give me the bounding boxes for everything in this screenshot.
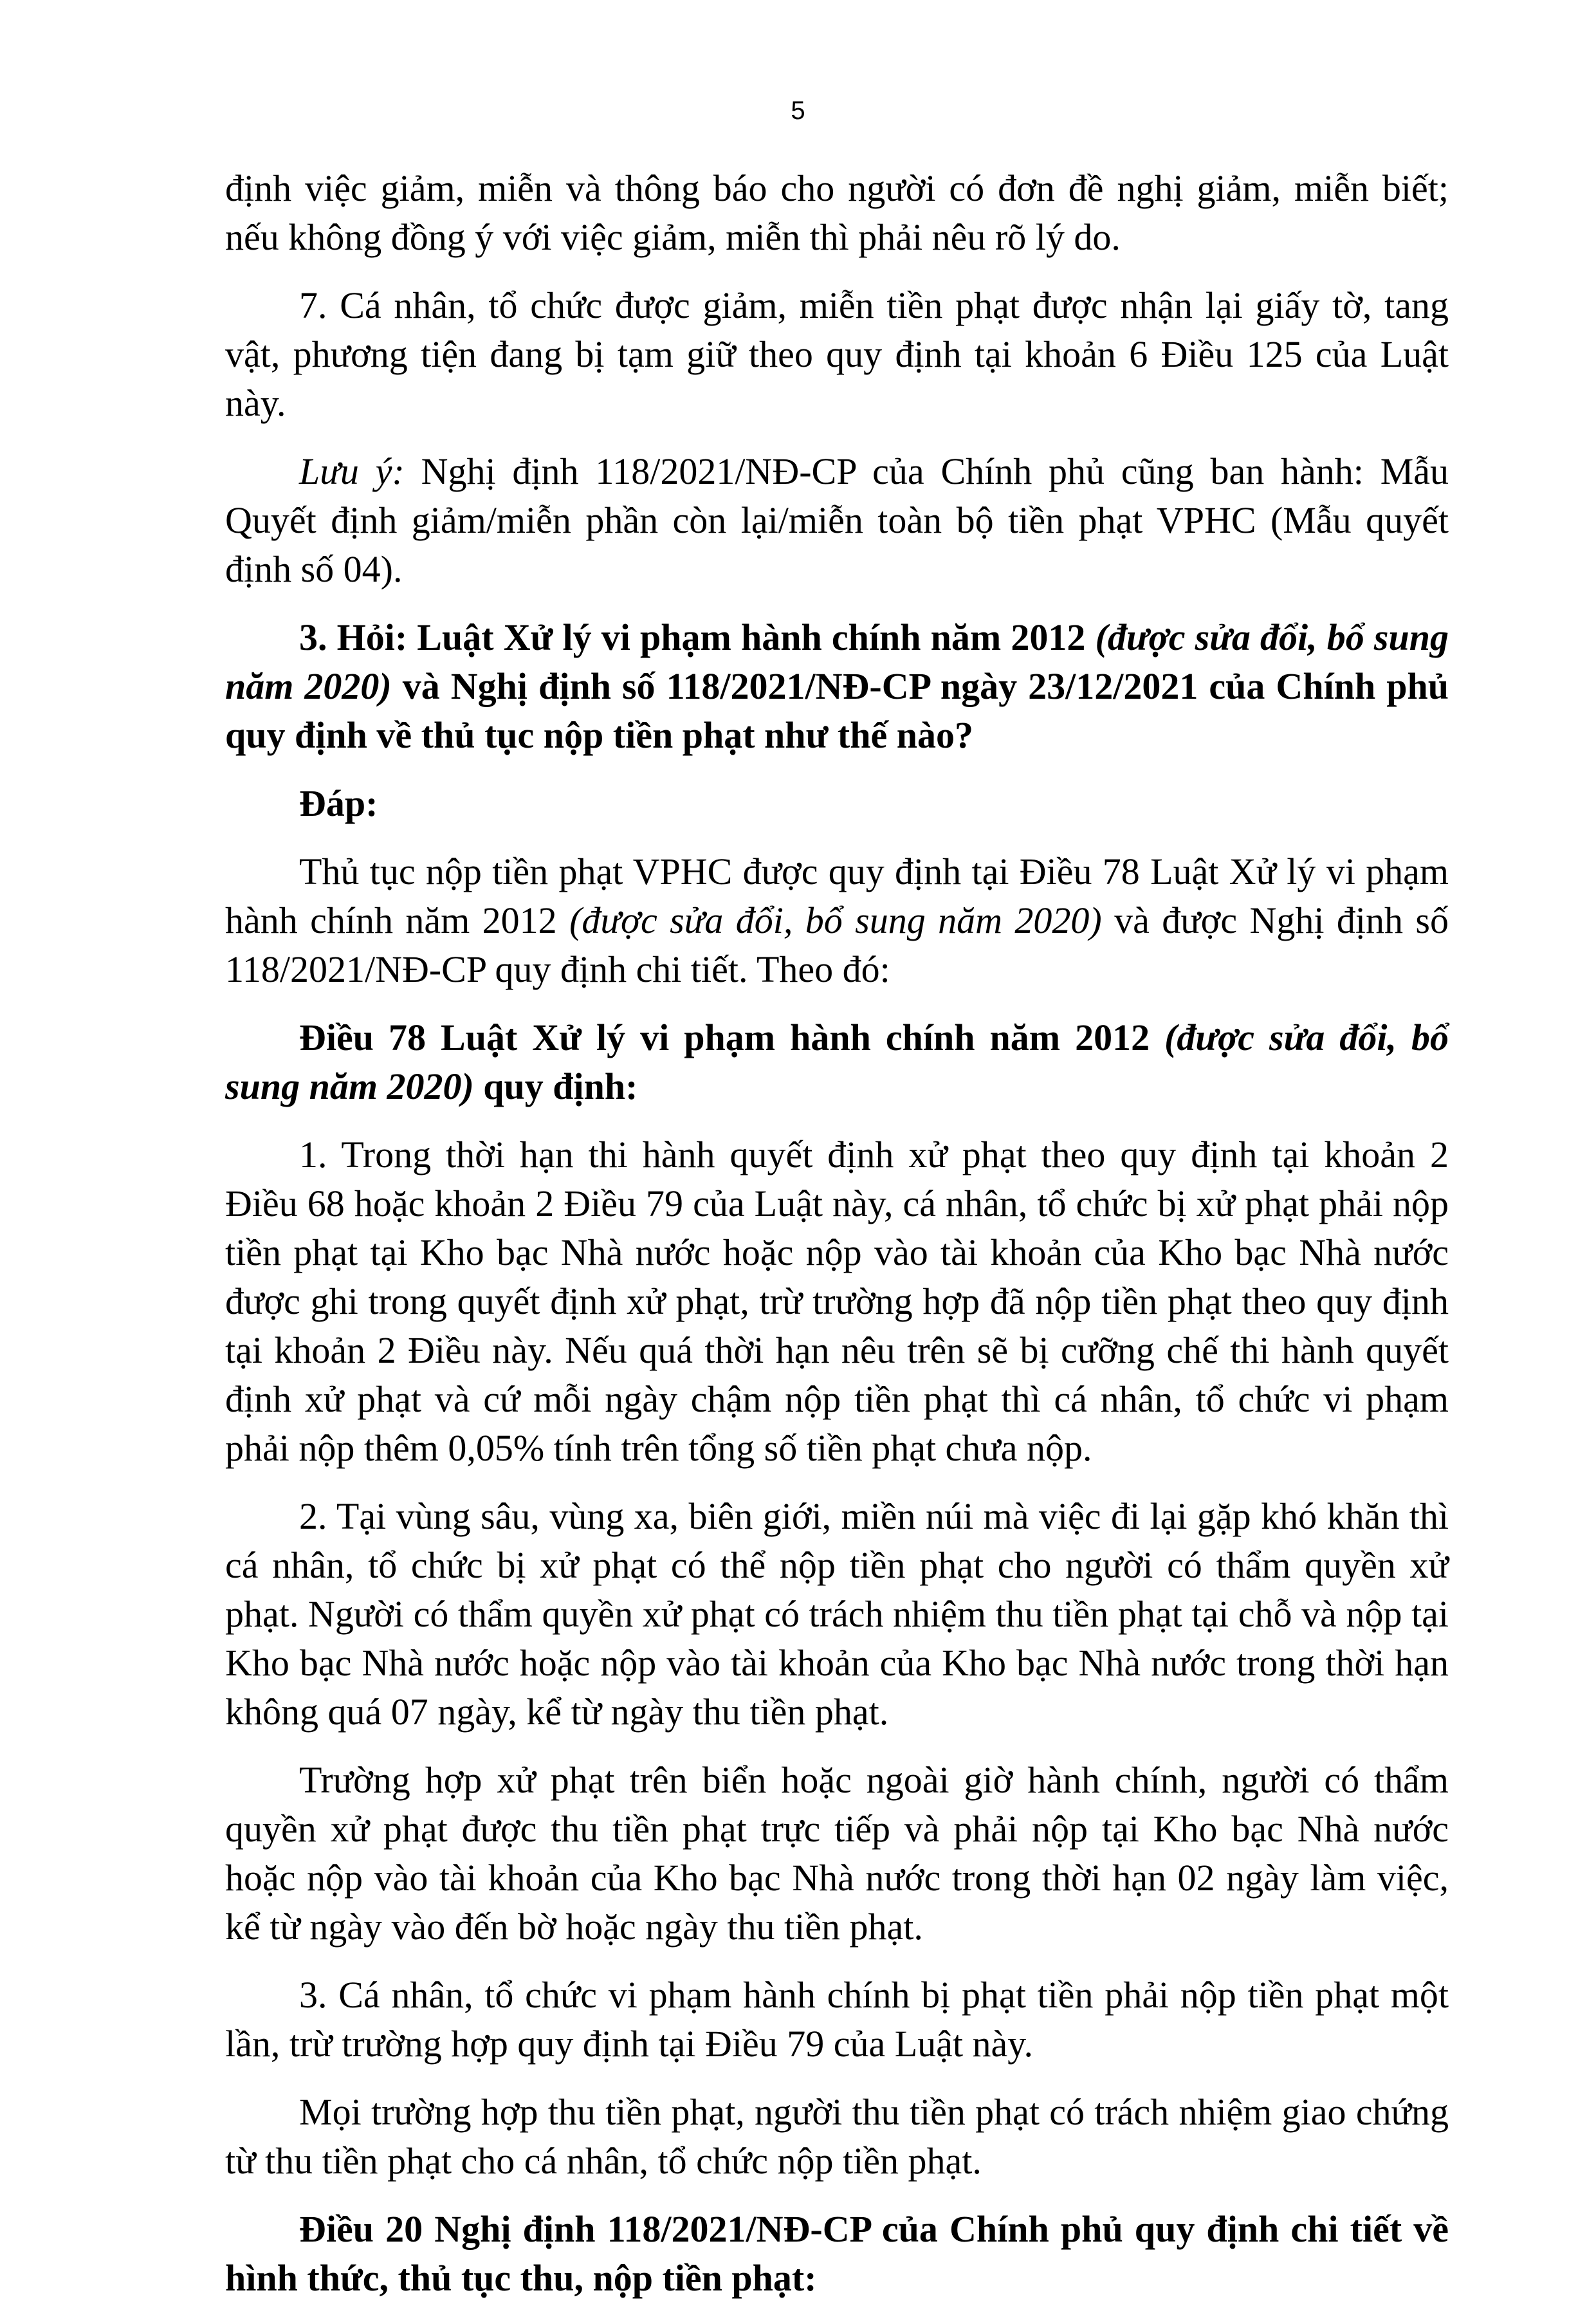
article-78-heading-b: (được sửa đổi, bổ sung năm 2020): [225, 1017, 1449, 1107]
paragraph-article-78-clause-2-cont: Trường hợp xử phạt trên biển hoặc ngoài giờ hành chính, người có thẩm quyền xử phạt được thu tiền phạt trực tiếp và phải nộp tại Kho bạc Nhà nước hoặc nộp vào tài khoản của Kho bạc Nhà nước trong thời hạn 02 ngày làm việc, kể từ ngày vào đến bờ hoặc ngày thu tiền phạt.: [225, 1759, 1449, 1948]
answer-label: Đáp:: [299, 782, 378, 824]
paragraph-article-78-clause-3: 3. Cá nhân, tổ chức vi phạm hành chính bị phạt tiền phải nộp tiền phạt một lần, trừ trường hợp quy định tại Điều 79 của Luật này.: [225, 1974, 1449, 2065]
article-20-heading: Điều 20 Nghị định 118/2021/NĐ-CP của Chính phủ quy định chi tiết về hình thức, thủ tục thu, nộp tiền phạt:: [225, 2208, 1449, 2299]
article-78-heading-c: quy định:: [473, 1065, 638, 1107]
paragraph-article-78-clause-3-cont: Mọi trường hợp thu tiền phạt, người thu tiền phạt có trách nhiệm giao chứng từ thu tiền phạt cho cá nhân, tổ chức nộp tiền phạt.: [225, 2091, 1449, 2182]
paragraph-note: [225, 447, 1449, 594]
question-3-part-c: và Nghị định số 118/2021/NĐ-CP ngày 23/12/2021 của Chính phủ quy định về thủ tục nộp tiền phạt như thế nào?: [225, 665, 1449, 756]
note-label: Lưu ý:: [299, 450, 405, 492]
article-78-heading-a: Điều 78 Luật Xử lý vi phạm hành chính năm 2012: [299, 1017, 1165, 1058]
procedure-intro-c: và được Nghị định số 118/2021/NĐ-CP quy định chi tiết. Theo đó:: [225, 899, 1449, 990]
document-body: [225, 164, 1449, 2322]
question-3: [225, 613, 1449, 760]
procedure-intro-a: Thủ tục nộp tiền phạt VPHC được quy định tại Điều 78 Luật Xử lý vi phạm hành chính năm 2012: [225, 851, 1449, 941]
note-text: Nghị định 118/2021/NĐ-CP của Chính phủ cũng ban hành: Mẫu Quyết định giảm/miễn phần còn lại/miễn toàn bộ tiền phạt VPHC (Mẫu quyết định số 04).: [225, 450, 1449, 590]
paragraph-article-78-clause-1: 1. Trong thời hạn thi hành quyết định xử phạt theo quy định tại khoản 2 Điều 68 hoặc khoản 2 Điều 79 của Luật này, cá nhân, tổ chức bị xử phạt phải nộp tiền phạt tại Kho bạc Nhà nước hoặc nộp vào tài khoản của Kho bạc Nhà nước được ghi trong quyết định xử phạt, trừ trường hợp đã nộp tiền phạt theo quy định tại khoản 2 Điều này. Nếu quá thời hạn nêu trên sẽ bị cưỡng chế thi hành quyết định xử phạt và cứ mỗi ngày chậm nộp tiền phạt thì cá nhân, tổ chức vi phạm phải nộp thêm 0,05% tính trên tổng số tiền phạt chưa nộp.: [225, 1134, 1449, 1469]
paragraph-procedure-intro: [225, 847, 1449, 994]
paragraph-continued: định việc giảm, miễn và thông báo cho người có đơn đề nghị giảm, miễn biết; nếu không đồng ý với việc giảm, miễn thì phải nêu rõ lý do.: [225, 167, 1449, 258]
paragraph-article-78-clause-2: 2. Tại vùng sâu, vùng xa, biên giới, miền núi mà việc đi lại gặp khó khăn thì cá nhân, tổ chức bị xử phạt có thể nộp tiền phạt cho người có thẩm quyền xử phạt. Người có thẩm quyền xử phạt có trách nhiệm thu tiền phạt tại chỗ và nộp tại Kho bạc Nhà nước hoặc nộp vào tài khoản của Kho bạc Nhà nước trong thời hạn không quá 07 ngày, kể từ ngày thu tiền phạt.: [225, 1495, 1449, 1733]
question-3-part-a: 3. Hỏi: Luật Xử lý vi phạm hành chính năm 2012: [299, 616, 1096, 658]
procedure-intro-b: (được sửa đổi, bổ sung năm 2020): [569, 899, 1102, 941]
page-number: 5: [791, 97, 805, 125]
article-78-heading: [225, 1013, 1449, 1111]
question-3-part-b: (được sửa đổi, bổ sung năm 2020): [225, 616, 1449, 707]
paragraph-clause-7: 7. Cá nhân, tổ chức được giảm, miễn tiền phạt được nhận lại giấy tờ, tang vật, phương tiện đang bị tạm giữ theo quy định tại khoản 6 Điều 125 của Luật này.: [225, 284, 1449, 424]
